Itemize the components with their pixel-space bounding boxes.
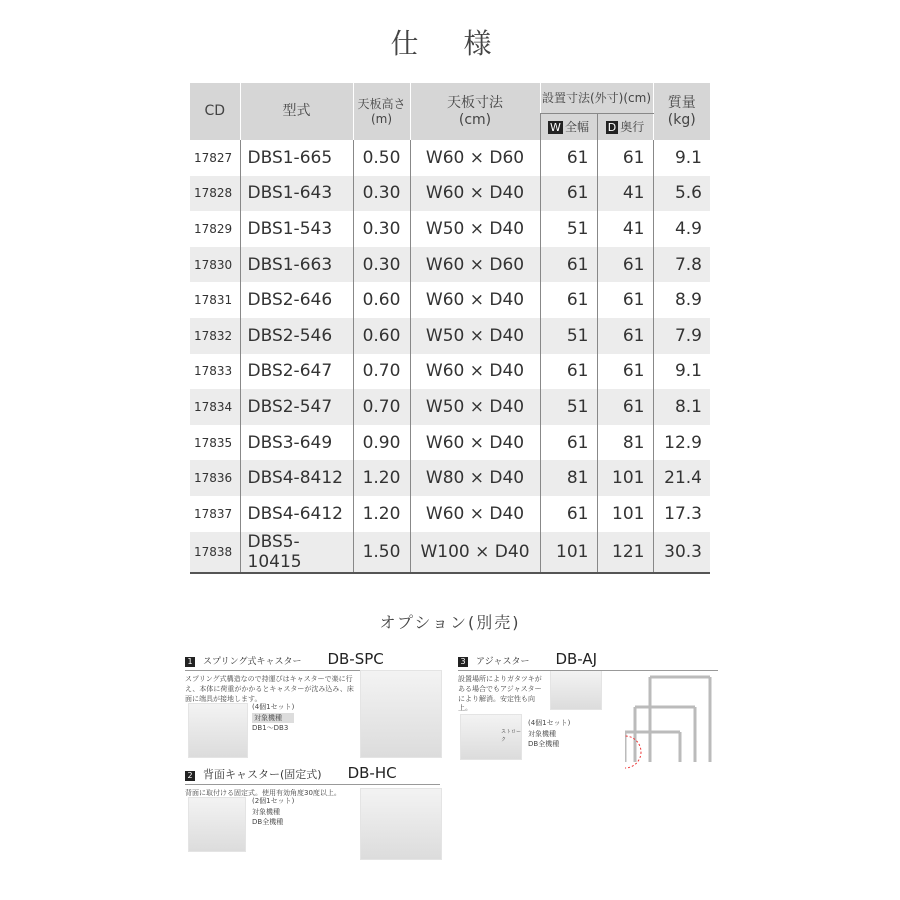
cell-size: W60 × D60	[410, 140, 540, 176]
cell-cd: 17831	[194, 293, 233, 308]
cell-width: 61	[540, 282, 597, 318]
table-row	[190, 460, 710, 496]
cell-depth: 41	[597, 176, 653, 212]
table-row	[190, 140, 710, 176]
cell-weight: 7.9	[653, 318, 710, 354]
table-row	[190, 282, 710, 318]
cell-size: W60 × D40	[410, 176, 540, 212]
cell-size: W60 × D40	[410, 282, 540, 318]
cell-size: W60 × D40	[410, 354, 540, 390]
option-number: 3	[458, 657, 468, 667]
options-title: オプション(別売)	[379, 613, 521, 632]
cell-height: 0.90	[353, 425, 410, 461]
cell-model: DBS1-665	[240, 140, 353, 176]
cell-depth: 61	[597, 389, 653, 425]
table-row	[190, 389, 710, 425]
cell-height: 0.60	[353, 318, 410, 354]
spc-usage-image	[360, 670, 442, 758]
table-row	[190, 211, 710, 247]
cell-model: DBS1-663	[240, 247, 353, 283]
cell-width: 61	[540, 247, 597, 283]
cell-weight: 8.1	[653, 389, 710, 425]
option-code: DB-SPC	[327, 650, 384, 668]
cell-weight: 17.3	[653, 496, 710, 532]
option-name: アジャスター	[476, 657, 530, 667]
cell-width: 61	[540, 176, 597, 212]
cell-cd: 17833	[194, 364, 233, 379]
header-install: 設置寸法(外寸)(cm)	[540, 83, 653, 113]
spec-table	[190, 83, 710, 574]
cell-width: 61	[540, 496, 597, 532]
cell-height: 1.20	[353, 460, 410, 496]
cell-height: 0.50	[353, 140, 410, 176]
option-number: 1	[185, 657, 195, 667]
header-cd: CD	[190, 83, 240, 140]
header-depth: D 奥行	[597, 113, 653, 140]
option-desc: スプリング式構造なので持運びはキャスターで楽に行え、本体に荷重がかかるとキャスターが沈み込み、床面に端具が接地します。	[185, 675, 354, 703]
header-size: 天板寸法 (cm)	[410, 83, 540, 140]
cell-cd: 17827	[194, 150, 233, 165]
cell-height: 1.50	[353, 532, 410, 573]
cell-width: 101	[540, 532, 597, 573]
cell-model: DBS2-647	[240, 354, 353, 390]
cell-model: DBS1-643	[240, 176, 353, 212]
cell-size: W100 × D40	[410, 532, 540, 573]
table-row	[190, 318, 710, 354]
option-note: (4個1セット) 対象機種 DB全機種	[528, 719, 571, 748]
cell-model: DBS4-8412	[240, 460, 353, 496]
cell-height: 0.60	[353, 282, 410, 318]
cell-weight: 12.9	[653, 425, 710, 461]
header-weight: 質量 (kg)	[653, 83, 710, 140]
cell-depth: 61	[597, 318, 653, 354]
cell-width: 51	[540, 211, 597, 247]
option-code: DB-AJ	[555, 650, 598, 668]
cell-height: 0.70	[353, 354, 410, 390]
cell-cd: 17832	[190, 318, 240, 354]
option-note: (2個1セット) 対象機種 DB全機種	[252, 797, 295, 826]
cell-depth: 61	[597, 282, 653, 318]
cell-height: 0.30	[353, 176, 410, 212]
cell-size: W60 × D40	[410, 425, 540, 461]
cell-model: DBS2-546	[240, 318, 353, 354]
cell-height: 0.70	[353, 389, 410, 425]
cell-depth: 101	[597, 460, 653, 496]
option-desc: 設置場所によりガタツキがある場合でもアジャスターにより解消。安定性も向上。	[458, 675, 542, 713]
cell-weight: 8.9	[653, 282, 710, 318]
adjuster-image: ストローク	[460, 714, 522, 760]
cell-depth: 101	[597, 496, 653, 532]
table-row	[190, 176, 710, 212]
table-row	[190, 425, 710, 461]
table-row	[190, 532, 710, 573]
cell-width: 61	[540, 425, 597, 461]
option-note: (4個1セット) 対象機種 DB1〜DB3	[252, 703, 295, 732]
cell-cd: 17838	[190, 532, 240, 573]
cell-weight: 4.9	[653, 211, 710, 247]
cell-height: 0.30	[353, 211, 410, 247]
cell-cd: 17828	[190, 176, 240, 212]
cell-weight: 9.1	[653, 354, 710, 390]
cell-weight: 9.1	[653, 140, 710, 176]
option-code: DB-HC	[347, 764, 397, 782]
cell-size: W50 × D40	[410, 318, 540, 354]
cell-size: W50 × D40	[410, 389, 540, 425]
cell-depth: 81	[597, 425, 653, 461]
table-row	[190, 247, 710, 283]
hc-usage-image	[360, 788, 442, 860]
cell-height: 1.20	[353, 496, 410, 532]
cell-model: DBS2-547	[240, 389, 353, 425]
cell-size: W60 × D40	[410, 496, 540, 532]
cell-weight: 7.8	[653, 247, 710, 283]
cell-width: 61	[540, 354, 597, 390]
cell-depth: 41	[597, 211, 653, 247]
cell-cd: 17834	[190, 389, 240, 425]
cell-model: DBS4-6412	[240, 496, 353, 532]
option-number: 2	[185, 771, 195, 781]
cell-cd: 17830	[190, 247, 240, 283]
cell-cd: 17829	[194, 221, 233, 236]
cell-depth: 121	[597, 532, 653, 573]
option-name: 背面キャスター(固定式)	[203, 768, 322, 781]
cell-height: 0.30	[353, 247, 410, 283]
table-row	[190, 496, 710, 532]
cell-cd: 17837	[194, 506, 233, 521]
cell-weight: 5.6	[653, 176, 710, 212]
cell-width: 51	[540, 389, 597, 425]
cell-depth: 61	[597, 247, 653, 283]
cell-cd: 17835	[194, 435, 233, 450]
option-desc: 背面に取付ける固定式。使用有効角度30度以上。	[185, 789, 341, 797]
cell-depth: 61	[597, 354, 653, 390]
header-model: 型式	[240, 83, 353, 140]
cell-size: W80 × D40	[410, 460, 540, 496]
cell-weight: 30.3	[653, 532, 710, 573]
cell-cd: 17836	[190, 460, 240, 496]
cell-width: 81	[540, 460, 597, 496]
cell-size: W60 × D60	[410, 247, 540, 283]
cell-width: 61	[540, 140, 597, 176]
caster-image	[188, 703, 248, 758]
rear-caster-image	[188, 797, 246, 852]
page-title: 仕 様	[390, 27, 510, 60]
cell-model: DBS2-646	[240, 282, 353, 318]
cell-model: DBS3-649	[240, 425, 353, 461]
header-width: W 全幅	[540, 113, 597, 140]
cell-model: DBS1-543	[240, 211, 353, 247]
cell-depth: 61	[597, 140, 653, 176]
cell-width: 51	[540, 318, 597, 354]
option-aj	[458, 650, 718, 714]
cell-size: W50 × D40	[410, 211, 540, 247]
cell-weight: 21.4	[653, 460, 710, 496]
table-row	[190, 354, 710, 390]
header-height: 天板高さ (m)	[353, 83, 410, 140]
option-name: スプリング式キャスター	[203, 657, 302, 667]
cell-model: DBS5-10415	[240, 532, 353, 573]
